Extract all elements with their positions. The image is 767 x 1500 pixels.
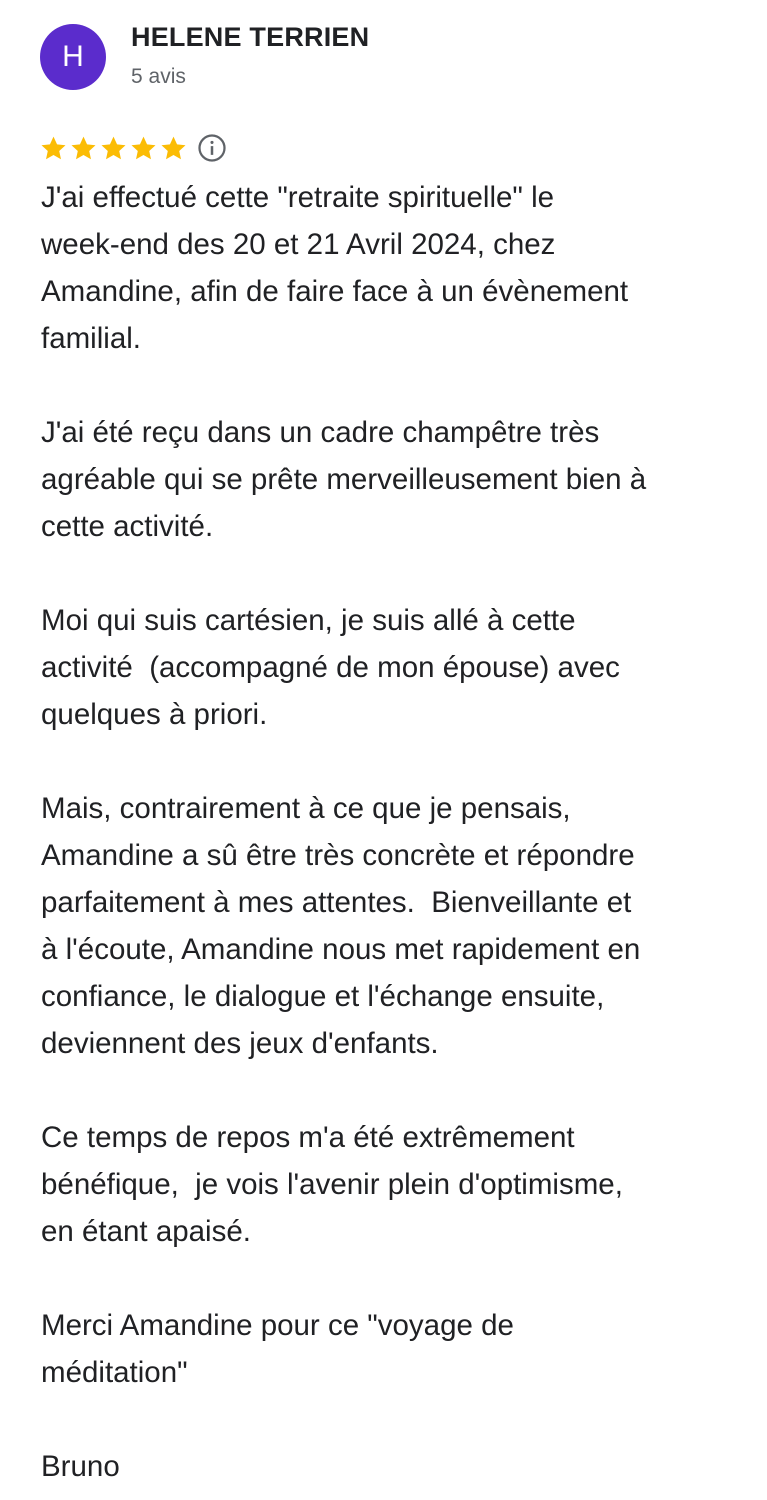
review-paragraph: Merci Amandine pour ce "voyage de méditation" <box>41 1309 514 1389</box>
reviewer-name[interactable]: HELENE TERRIEN <box>131 22 370 52</box>
review-signature: Bruno <box>41 1450 120 1483</box>
reviewer-review-count: 5 avis <box>131 65 186 88</box>
review-paragraph: Moi qui suis cartésien, je suis allé à cette activité (accompagné de mon épouse) avec quelques à priori. <box>41 604 620 731</box>
review-paragraph: Mais, contrairement à ce que je pensais, Amandine a sû être très concrète et répondre parfaitement à mes attentes. Bienveillante et à l'écoute, Amandine nous met rapidement en confiance, le dialogue et l'échange ensuite, deviennent des jeux d'enfants. <box>41 792 641 1060</box>
star-icon <box>99 134 128 163</box>
reviewer-header[interactable] <box>40 24 740 90</box>
avatar[interactable] <box>40 24 106 90</box>
review-paragraph: J'ai été reçu dans un cadre champêtre très agréable qui se prête merveilleusement bien à cette activité. <box>41 416 647 543</box>
star-rating <box>39 134 188 163</box>
review-text <box>41 174 731 1490</box>
info-icon[interactable] <box>197 133 227 163</box>
star-icon <box>129 134 158 163</box>
review-paragraph: Ce temps de repos m'a été extrêmement bénéfique, je vois l'avenir plein d'optimisme, en étant apaisé. <box>41 1121 623 1248</box>
star-icon <box>69 134 98 163</box>
rating-row <box>39 130 227 166</box>
star-icon <box>159 134 188 163</box>
avatar-initial: H <box>62 40 84 73</box>
star-icon <box>39 134 68 163</box>
review-paragraph: J'ai effectué cette "retraite spirituelle" le week-end des 20 et 21 Avril 2024, chez Amandine, afin de faire face à un évènement familial. <box>41 181 629 355</box>
